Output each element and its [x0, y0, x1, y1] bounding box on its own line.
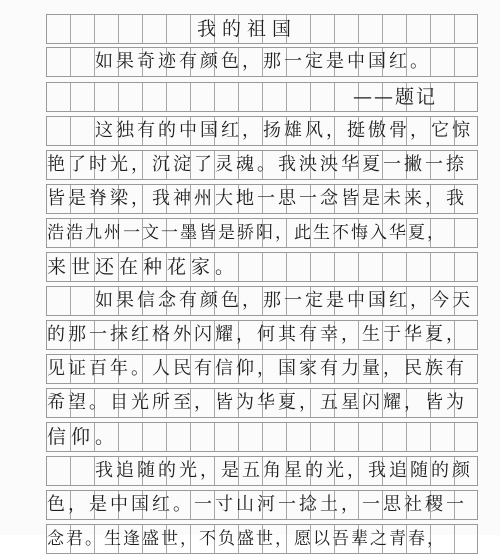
grid-row	[46, 354, 478, 384]
essay-line: 色，是中国红。一寸山河一捻土，一思社稷一	[47, 494, 467, 515]
essay-line: 的那一抹红格外闪耀，何其有幸，生于华夏，	[47, 324, 467, 345]
essay-line: 如果信念有颜色，那一定是中国红，今天	[95, 290, 473, 311]
grid-row	[46, 82, 478, 112]
grid-row	[46, 116, 478, 146]
grid-row	[46, 286, 478, 316]
grid-row	[46, 184, 478, 214]
essay-title: 我的祖国	[197, 18, 298, 40]
grid-row	[46, 218, 478, 248]
grid-row	[46, 456, 478, 486]
grid-row	[46, 320, 478, 350]
grid-row	[46, 150, 478, 180]
grid-row	[46, 422, 478, 452]
essay-line: 信仰。	[47, 426, 120, 448]
essay-line: 这独有的中国红，扬雄风，挺傲骨，它惊	[95, 120, 473, 141]
essay-line: 浩浩九州一文一墨皆是骄阳，此生不悔入华夏，	[47, 223, 446, 243]
essay-line: 念君。生逢盛世，不负盛世，愿以吾辈之青春，	[47, 529, 446, 549]
essay-line: 我追随的光，是五角星的光，我追随的颜	[95, 460, 473, 481]
grid-row	[46, 524, 478, 554]
essay-line: 来世还在种花家。	[47, 256, 240, 278]
grid-row	[46, 47, 478, 77]
epigraph-attribution: ——题记	[352, 86, 437, 108]
grid-row-title	[46, 14, 478, 44]
essay-line: 皆是脊梁，我神州大地一思一念皆是未来，我	[47, 188, 467, 209]
essay-line: 如果奇迹有颜色，那一定是中国红。	[95, 51, 431, 72]
grid-row	[46, 388, 478, 418]
essay-line: 见证百年。人民有信仰，国家有力量，民族有	[47, 358, 467, 379]
essay-line: 艳了时光，沉淀了灵魂。我泱泱华夏一撇一捺	[47, 154, 467, 175]
grid-row	[46, 490, 478, 520]
essay-line: 希望。目光所至，皆为华夏，五星闪耀，皆为	[47, 392, 467, 413]
grid-row	[46, 252, 478, 282]
